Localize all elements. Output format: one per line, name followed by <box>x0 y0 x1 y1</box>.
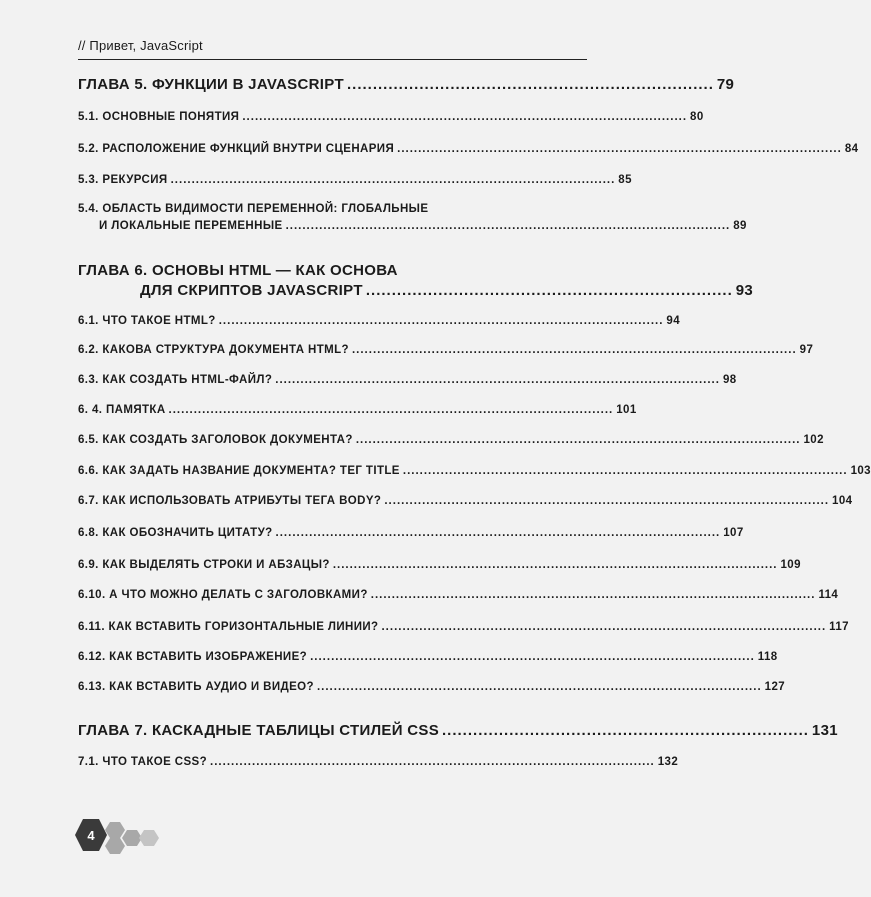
toc-chapter[interactable] <box>78 76 735 96</box>
dot-leader: .......................................................................................................... <box>402 465 848 477</box>
dot-leader: .......................................................................................................... <box>381 621 827 633</box>
entry-title: 7.1. ЧТО ТАКОЕ CSS? <box>78 756 208 768</box>
entry-page: 97 <box>799 344 814 356</box>
entry-page: 84 <box>844 143 859 155</box>
page-number-badge <box>74 818 164 859</box>
dot-leader: .......................................................................................................... <box>316 681 762 693</box>
entry-page: 102 <box>803 434 824 446</box>
toc-entry[interactable] <box>78 315 681 332</box>
entry-title: 6.5. КАК СОЗДАТЬ ЗАГОЛОВОК ДОКУМЕНТА? <box>78 434 353 446</box>
entry-title: 5.1. ОСНОВНЫЕ ПОНЯТИЯ <box>78 111 240 123</box>
running-header: // Привет, JavaScript <box>78 38 203 53</box>
chapter-title: ГЛАВА 5. ФУНКЦИИ В JAVASCRIPT <box>78 76 344 93</box>
toc-entry[interactable] <box>78 143 859 160</box>
toc-entry[interactable] <box>78 404 637 421</box>
dot-leader: .......................................................................................................... <box>310 651 755 663</box>
entry-page: 104 <box>832 495 853 507</box>
entry-page: 98 <box>722 374 737 386</box>
toc-chapter[interactable] <box>78 262 754 302</box>
toc-entry[interactable] <box>78 559 801 576</box>
entry-title-continued: И ЛОКАЛЬНЫЕ ПЕРЕМЕННЫЕ <box>99 220 283 232</box>
chapter-page: 93 <box>735 282 754 299</box>
toc-entry[interactable] <box>78 621 849 638</box>
chapter-page: 131 <box>811 722 838 739</box>
chapter-title: ГЛАВА 6. ОСНОВЫ HTML — КАК ОСНОВА <box>78 262 398 279</box>
toc-entry[interactable] <box>78 589 839 606</box>
entry-title: 6. 4. ПАМЯТКА <box>78 404 166 416</box>
entry-page: 127 <box>764 681 786 693</box>
toc-entry[interactable] <box>78 374 737 391</box>
toc-entry[interactable] <box>78 344 814 361</box>
chapter-title: ГЛАВА 7. КАСКАДНЫЕ ТАБЛИЦЫ СТИЛЕЙ CSS <box>78 722 440 739</box>
dot-leader: .......................................................................................................... <box>218 315 664 327</box>
header-rule <box>78 59 587 60</box>
entry-page: 114 <box>818 589 839 601</box>
entry-title: 6.6. КАК ЗАДАТЬ НАЗВАНИЕ ДОКУМЕНТА? ТЕГ TITLE <box>78 465 400 477</box>
chapter-page: 79 <box>716 76 735 93</box>
entry-page: 85 <box>618 174 632 186</box>
entry-title: 6.1. ЧТО ТАКОЕ HTML? <box>78 315 216 327</box>
dot-leader: .......................................................................................................... <box>384 495 830 507</box>
dot-leader: .......................................................................................................... <box>351 344 797 356</box>
toc-entry[interactable] <box>78 203 747 237</box>
dot-leader: .......................................................................................................... <box>168 404 614 416</box>
entry-title: 6.11. КАК ВСТАВИТЬ ГОРИЗОНТАЛЬНЫЕ ЛИНИИ? <box>78 621 379 633</box>
entry-title: 6.3. КАК СОЗДАТЬ HTML-ФАЙЛ? <box>78 374 273 386</box>
entry-title: 6.8. КАК ОБОЗНАЧИТЬ ЦИТАТУ? <box>78 527 273 539</box>
entry-page: 107 <box>723 527 744 539</box>
dot-leader: ....................................................................... <box>346 76 714 93</box>
entry-title: 5.2. РАСПОЛОЖЕНИЕ ФУНКЦИЙ ВНУТРИ СЦЕНАРИЯ <box>78 143 395 155</box>
entry-page: 109 <box>780 559 801 571</box>
toc-entry[interactable] <box>78 465 871 482</box>
dot-leader: .......................................................................................................... <box>242 111 688 123</box>
dot-leader: .......................................................................................................... <box>170 174 616 186</box>
toc-entry[interactable] <box>78 111 704 128</box>
entry-title: 6.9. КАК ВЫДЕЛЯТЬ СТРОКИ И АБЗАЦЫ? <box>78 559 330 571</box>
entry-page: 101 <box>616 404 637 416</box>
entry-title: 5.3. РЕКУРСИЯ <box>78 174 168 186</box>
dot-leader: .......................................................................................................... <box>397 143 842 155</box>
toc-chapter[interactable] <box>78 722 838 742</box>
entry-page: 80 <box>690 111 704 123</box>
entry-title: 6.10. А ЧТО МОЖНО ДЕЛАТЬ С ЗАГОЛОВКАМИ? <box>78 589 368 601</box>
toc-entry[interactable] <box>78 434 824 451</box>
dot-leader: .......................................................................................................... <box>370 589 816 601</box>
entry-page: 117 <box>829 621 849 633</box>
dot-leader: .......................................................................................................... <box>332 559 778 571</box>
toc-entry[interactable] <box>78 527 744 544</box>
entry-title: 6.12. КАК ВСТАВИТЬ ИЗОБРАЖЕНИЕ? <box>78 651 308 663</box>
entry-page: 103 <box>850 465 871 477</box>
entry-page: 89 <box>733 220 747 232</box>
dot-leader: .......................................................................................................... <box>275 527 721 539</box>
dot-leader: .......................................................................................................... <box>210 756 655 768</box>
dot-leader: .......................................................................................................... <box>355 434 801 446</box>
chapter-title-continued: ДЛЯ СКРИПТОВ JAVASCRIPT <box>140 282 363 299</box>
toc-entry[interactable] <box>78 681 786 698</box>
entry-title: 6.7. КАК ИСПОЛЬЗОВАТЬ АТРИБУТЫ ТЕГА BODY? <box>78 495 382 507</box>
dot-leader: ....................................................................... <box>442 722 809 739</box>
toc-entry[interactable] <box>78 495 853 512</box>
toc-entry[interactable] <box>78 651 778 668</box>
entry-page: 94 <box>666 315 681 327</box>
dot-leader: .......................................................................................................... <box>275 374 720 386</box>
entry-title: 5.4. ОБЛАСТЬ ВИДИМОСТИ ПЕРЕМЕННОЙ: ГЛОБАЛЬНЫЕ <box>78 203 429 215</box>
entry-title: 6.2. КАКОВА СТРУКТУРА ДОКУМЕНТА HTML? <box>78 344 349 356</box>
page-number: 4 <box>87 827 95 843</box>
entry-page: 118 <box>757 651 778 663</box>
entry-title: 6.13. КАК ВСТАВИТЬ АУДИО И ВИДЕО? <box>78 681 314 693</box>
dot-leader: .......................................................................................................... <box>285 220 731 232</box>
toc-entry[interactable] <box>78 756 679 773</box>
toc-entry[interactable] <box>78 174 632 191</box>
dot-leader: ....................................................................... <box>365 282 733 299</box>
entry-page: 132 <box>657 756 679 768</box>
